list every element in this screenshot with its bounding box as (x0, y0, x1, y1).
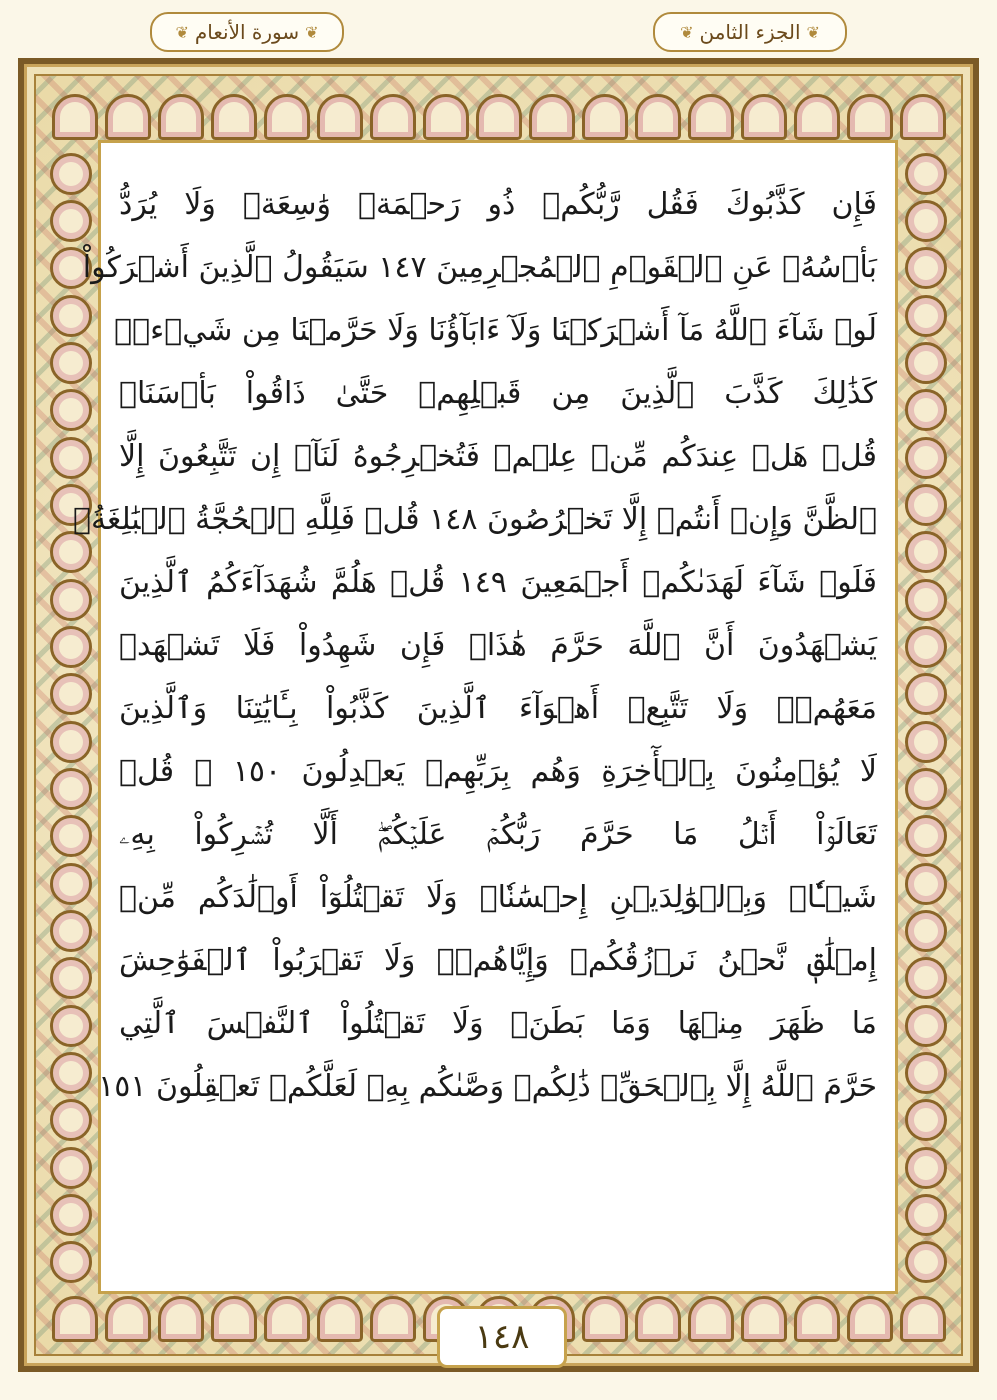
verse-line-7: فَلَوۡ شَآءَ لَهَدَىٰكُمۡ أَجۡمَعِينَ ١٤٩ قُلۡ هَلُمَّ شُهَدَآءَكُمُ ٱلَّذِينَ (119, 565, 877, 600)
verse-line-2: بَأۡسُهُۥ عَنِ ٱلۡقَوۡمِ ٱلۡمُجۡرِمِينَ ١٤٧ سَيَقُولُ ٱلَّذِينَ أَشۡرَكُواْ (82, 250, 877, 285)
top-ornament-band (48, 94, 949, 140)
verse-line-12: شَيۡـٔٗاۖ وَبِٱلۡوَٰلِدَيۡنِ إِحۡسَٰنٗاۖ وَلَا تَقۡتُلُوٓاْ أَوۡلَٰدَكُم مِّنۡ (119, 880, 877, 915)
surah-label (150, 12, 344, 52)
verse-line-4: كَذَٰلِكَ كَذَّبَ ٱلَّذِينَ مِن قَبۡلِهِمۡ حَتَّىٰ ذَاقُواْ بَأۡسَنَاۗ (119, 376, 877, 411)
verse-line-5: قُلۡ هَلۡ عِندَكُم مِّنۡ عِلۡمٖ فَتُخۡرِجُوهُ لَنَآۖ إِن تَتَّبِعُونَ إِلَّا (119, 439, 877, 474)
verse-line-3: لَوۡ شَآءَ ٱللَّهُ مَآ أَشۡرَكۡنَا وَلَآ ءَابَآؤُنَا وَلَا حَرَّمۡنَا مِن شَيۡءٖۚ (114, 313, 877, 348)
verse-line-1: فَإِن كَذَّبُوكَ فَقُل رَّبُّكُمۡ ذُو رَحۡمَةٖ وَٰسِعَةٖ وَلَا يُرَدُّ (119, 187, 877, 222)
verse-text (72, 173, 877, 1118)
right-ornament-band (903, 150, 949, 1286)
surah-text: ❦ سورة الأنعام (194, 20, 300, 44)
page-number: ١٤٨ (437, 1306, 567, 1368)
verse-line-14: مَا ظَهَرَ مِنۡهَا وَمَا بَطَنَۖ وَلَا تَقۡتُلُواْ ٱلنَّفۡسَ ٱلَّتِي (119, 1006, 877, 1041)
left-ornament-band (48, 150, 94, 1286)
verse-panel (72, 140, 898, 1294)
juz-text: ❦ الجزء الثامن (699, 20, 801, 44)
verse-line-13: إِمۡلَٰقٖ نَّحۡنُ نَرۡزُقُكُمۡ وَإِيَّاهُمۡۖ وَلَا تَقۡرَبُواْ ٱلۡفَوَٰحِشَ (119, 943, 877, 978)
verse-line-8: يَشۡهَدُونَ أَنَّ ٱللَّهَ حَرَّمَ هَٰذَاۖ فَإِن شَهِدُواْ فَلَا تَشۡهَدۡ (119, 628, 877, 663)
verse-line-11: تَعَالَوۡاْ أَتۡلُ مَا حَرَّمَ رَبُّكُمۡ عَلَيۡكُمۡۖ أَلَّا تُشۡرِكُواْ بِهِۦ (119, 817, 877, 852)
juz-label (653, 12, 847, 52)
verse-line-9: مَعَهُمۡۚ وَلَا تَتَّبِعۡ أَهۡوَآءَ ٱلَّذِينَ كَذَّبُواْ بِـَٔايَٰتِنَا وَٱلَّذِينَ (119, 691, 877, 726)
verse-line-15: حَرَّمَ ٱللَّهُ إِلَّا بِٱلۡحَقِّۚ ذَٰلِكُمۡ وَصَّىٰكُم بِهِۦ لَعَلَّكُمۡ تَعۡقِلُونَ ١٥١ (98, 1069, 877, 1104)
verse-line-6: ٱلظَّنَّ وَإِنۡ أَنتُمۡ إِلَّا تَخۡرُصُونَ ١٤٨ قُلۡ فَلِلَّهِ ٱلۡحُجَّةُ ٱلۡبَٰلِغَةُۖ (72, 502, 877, 537)
verse-line-10: لَا يُؤۡمِنُونَ بِٱلۡأٓخِرَةِ وَهُم بِرَبِّهِمۡ يَعۡدِلُونَ ١٥٠ ۞ قُلۡ (119, 754, 877, 789)
